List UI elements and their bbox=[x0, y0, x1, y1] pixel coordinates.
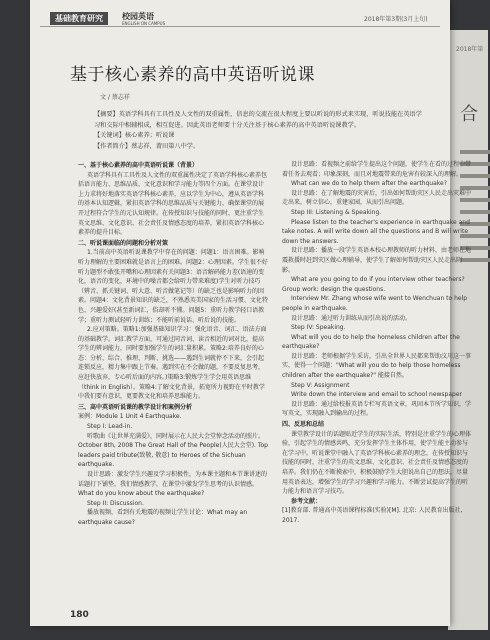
paragraph: What will you do to help the homeless children after the earthquake? bbox=[282, 333, 460, 351]
paragraph: Step II: Discussion. bbox=[87, 499, 144, 507]
paragraph: 设计思路：在了解地震的灾害后，引出如何帮助灾区人民走出灾难中走出来，树立信心，重建家园，从而引出问题。 bbox=[282, 189, 472, 207]
paragraph: What are you going to do if you interview other teachers? Group work: design the questions. bbox=[282, 276, 465, 293]
journal-brand-subtitle: ENGLISH ON CAMPUS bbox=[122, 21, 166, 26]
section-heading: 四、反思和总结 bbox=[282, 421, 325, 429]
issue-info: 2018年第3期(3月上旬) bbox=[364, 16, 428, 23]
paragraph: 播放视频，看到有关地震的视频让学生讨论：What may an earthquake cause? bbox=[78, 509, 248, 526]
section-heading: 三、高中英语听说课的教学设计和案例分析 bbox=[78, 403, 193, 411]
next-page-title-char: 合 bbox=[460, 104, 478, 125]
page-number: 180 bbox=[70, 610, 89, 620]
left-column bbox=[78, 160, 268, 528]
paragraph: Step V: Assignment bbox=[291, 381, 350, 389]
next-page-line bbox=[460, 150, 490, 154]
paragraph: Step I: Lead-in. bbox=[87, 423, 133, 431]
keywords: 【关键词】核心素养；听说课 bbox=[94, 132, 175, 139]
section-tag: 基础教育研究 bbox=[50, 12, 108, 25]
paragraph: 设计思路：老师根据学生采访，引出全世界人民都来帮助汶川这一事实，使得一个问题："What will you do to help those homeless children after the earthquake?" 能接自然。 bbox=[282, 352, 472, 380]
journal-page bbox=[30, 0, 472, 626]
right-column bbox=[282, 160, 472, 526]
journal-brand: 校园英语 bbox=[122, 12, 154, 21]
paragraph: 1.当前高中英语听说课教学中存在的问题：问题1：语言困难。影响听力理解的主要困难就是语言上的困难。问题2：心理因素。学生很不好听力题型不敢张开嘴和心理因素有关问题3：语音解码能力差(语速的变化，语音的变化，环境中的噪音都会给听力带来难度)学生对听力技巧（辨音、抓关键词、听大意、听音做笔记等）的缺乏也是影响听力的因素。问题4：文化背景知识的缺乏，不熟悉英美国家的生活习惯、文化特色、兴趣爱好(甚至新词汇，俗却听不懂。问题5：重听力教学轻口语教学；重听力测试轻听力训练；不能听前说话、听后说的技能。 bbox=[78, 249, 268, 324]
section-heading: 二、听说课面临的问题和分析对策 bbox=[78, 239, 169, 247]
paragraph: Write down the interview and email to school newspaper bbox=[291, 391, 463, 399]
references-heading: 参考文献： bbox=[291, 497, 322, 505]
abstract-block bbox=[94, 110, 424, 152]
abstract-text: 【摘要】英语学科具有工具性及人文性的双重属性，信息的交流在很大程度上要以听说的形式来实现，听说技能在英语学习和交际中相辅相成，相互促进。因此英语老师要十分关注基于核心素养的高中英语听说课教学。 bbox=[94, 111, 422, 129]
paragraph: 设计思路：播放一段学生英语本校心理教师的听力材料，由老师在地震救援时赶到灾区做心理辅导，使学生了解如何帮助灾区人民走出阴影。 bbox=[282, 247, 472, 274]
article-author: 文 / 蔡志祥 bbox=[100, 94, 130, 101]
paragraph: 设计思路：激发学生兴趣及学习积极性，为本课主题和本节课讲述的话题打下铺垫。我们情感教学，在课堂中激发学生思考的认识情感。What do you know about the earthquake? bbox=[78, 471, 268, 498]
paragraph: 课堂教学设计的话题贴近学生的实际生活，特别是注重学生的心理体验，引起学生的情感共鸣，充分发挥学生主体作用，使学生能主动参与在学习中。听说课堂中融入了英语学科核心素养的理念，在传授知识与技能的同时，注重学生的英文思维、文化意识、社会责任及情感态度的培养。我们仍在不断摸索中，积极鼓励学生大胆说出自己的想法，尽量用英语表达，增强学生的学习兴趣和学习能力。不断尝试提高学生的听力能力和语言学习技巧。 bbox=[282, 430, 472, 496]
paragraph: 2.应对策略。策略1:加强基础知识学习：强化语音、词汇、语法方面的基础教学。词汇教学方面，可通过同音词、读音相近的词对比，提高学生的辨词能力，同时要加强学生的词汇量积累。策略2:培养良好的心态：分析、综合、推理、判断、挑选——遇到生词就停不下来，会引起连锁反应，精力集中跟上节奏。遇到实在不会做的题，不要反复思考，应赶快放弃，专心听后面的内容。)策略3:锻炼学生学会用英语思维（think in English）。策略4:了解文化背景，拓宽所力视野在平时教学中我们要有意识，更要教文化和培养思维能力。 bbox=[78, 326, 267, 401]
section-heading: 一、基于核心素养的高中英语听说课（背景） bbox=[78, 162, 199, 169]
paragraph: What can we do to help them after the earthquake? bbox=[291, 180, 447, 188]
paragraph: Please listen to the teacher's experience in earthquake and take notes. A will write down all the questions and B will write down the answers. bbox=[282, 218, 470, 245]
paragraph: Step IV: Speaking. bbox=[291, 324, 346, 332]
paragraph: 听歌曲《让世界充满爱》，同时展示在人民大会堂悼念活动的照片。October 8th, 2008 The Great Hall of the People(人民大会堂). Top leaders paid tribute(致敬, 敬意) to Heroes of the Sichuan earthquake. bbox=[78, 432, 268, 469]
paragraph: 设计思路：看视频之前给学生提出这个问题，使学生在看的过程中带着任务去观看；印象深刻，而且对地震带来的危害有较深入的理解。 bbox=[282, 161, 472, 178]
paragraph: [1]教育部. 普通高中英语课程标准(实验)[M]. 北京: 人民教育出版社, 2017. bbox=[282, 507, 463, 524]
paragraph: 英语学科具有工具性及人文性的双重属性决定了英语学科核心素养包括语言能力、思维品质、文化意识和学习能力等四个方面。在课堂设计上力求将好地落实英语学科核心素养，应以学生为中心，遵从英语学科的基本认知逻辑，紧扣英语学科的思维品质与关键能力，确保课堂的展开过程符合学生的元认知规律。在传授知识与技能的同时，更注重学生英文思维、文化意识、社会责任及情感态度的培养，紧扣英语学科核心素养的提升目标。 bbox=[78, 171, 268, 237]
next-page-folio: 2018年第 bbox=[456, 46, 484, 53]
paragraph: 设计思路：通过给校报英语专栏写英语文章，巩固本节所学知识，学写英文，实现融入到输出的过程。 bbox=[282, 400, 472, 418]
paragraph: 设计思路：通过听力训练从而引出说的活动。 bbox=[291, 314, 412, 322]
author-bio: 【作者简介】蔡志祥，莆田第八中学。 bbox=[94, 142, 200, 150]
article-title: 基于核心素养的高中英语听说课 bbox=[70, 65, 315, 85]
paragraph: Step III: Listening & Speaking. bbox=[291, 208, 382, 216]
paragraph: Interview Mr. Zhang whose wife went to Wenchuan to help people in earthquake. bbox=[282, 295, 468, 312]
paragraph: 案例：Module 1 Unit 4 Earthquake. bbox=[78, 413, 182, 421]
